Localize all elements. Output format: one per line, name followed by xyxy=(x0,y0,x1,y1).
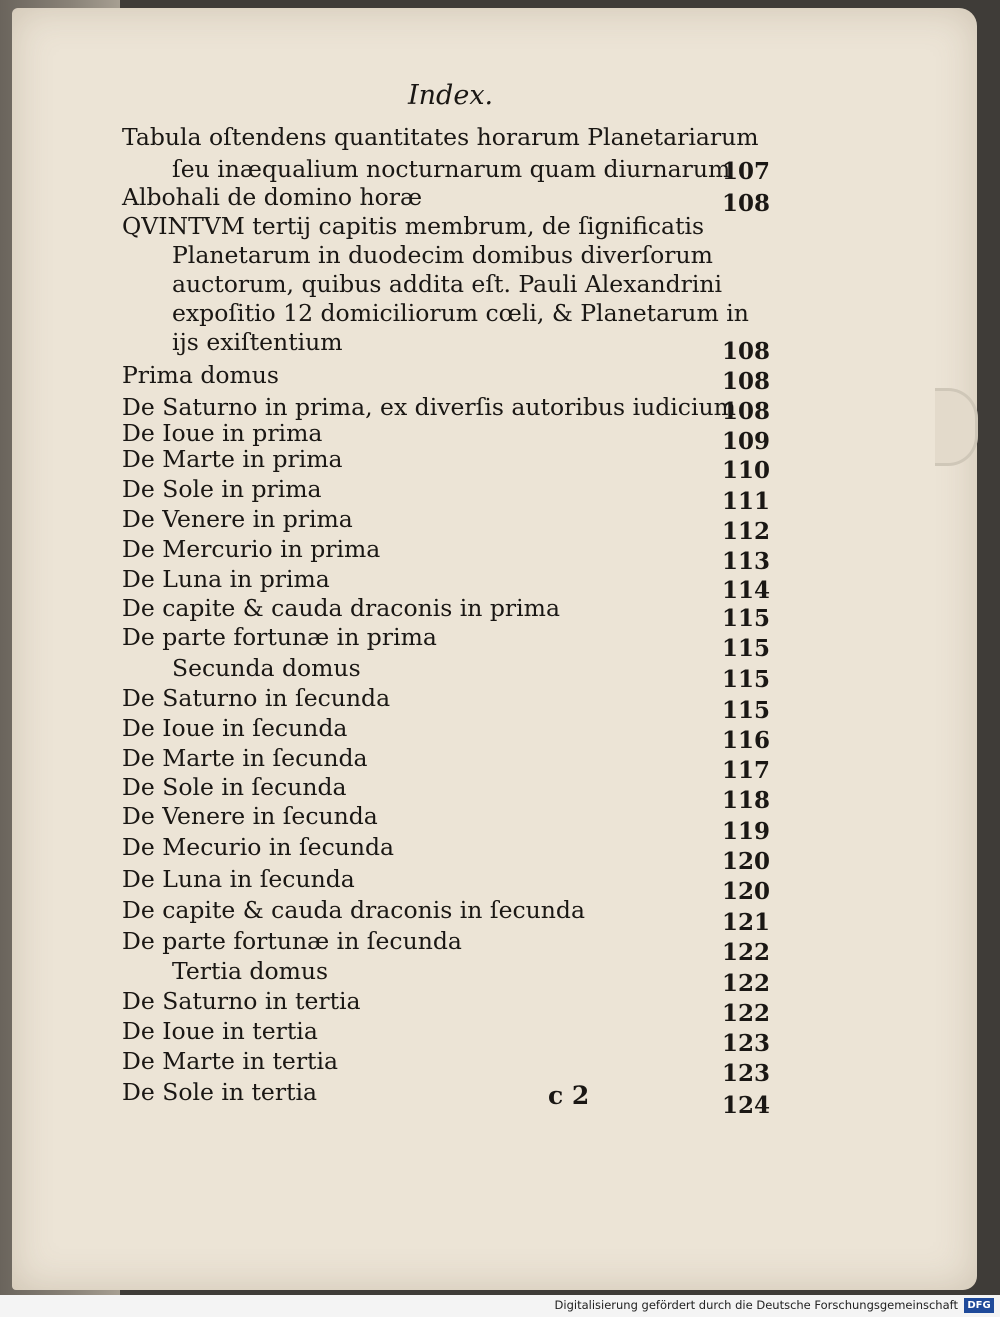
index-entry: De capite & cauda draconis in prima xyxy=(122,594,560,622)
section-heading: Tertia domus xyxy=(172,957,329,985)
page-number: 108 xyxy=(722,398,771,425)
index-entry: De Saturno in tertia xyxy=(122,987,361,1015)
index-entry: De Ioue in tertia xyxy=(122,1017,318,1045)
page-number: 115 xyxy=(722,666,771,693)
index-entry: ſeu inæqualium nocturnarum quam diurnarum xyxy=(172,155,731,183)
index-entry: De Marte in tertia xyxy=(122,1047,339,1075)
index-entry: Tabula oſtendens quantitates horarum Planetariarum xyxy=(122,123,759,151)
index-entry: De parte fortunæ in ſecunda xyxy=(122,927,462,955)
index-entry-text: QVINTVM tertij capitis membrum, de ſignificatis Planetarum in duodecim domibus diverſorum auctorum, quibus addita eſt. Pauli Alexandrini expoſitio 12 domiciliorum cœli, & Planetarum in ijs exiſtentium xyxy=(122,212,749,356)
page-number: 108 xyxy=(722,190,771,217)
index-entry: Albohali de domino horæ xyxy=(122,183,423,211)
page-number: 119 xyxy=(722,818,771,845)
index-entry: De Saturno in prima, ex diverſis autoribus iudicium xyxy=(122,393,736,421)
page-number: 120 xyxy=(722,848,771,875)
signature-mark: c 2 xyxy=(548,1081,590,1110)
page-number: 118 xyxy=(722,787,771,814)
page-number: 120 xyxy=(722,878,771,905)
page-number: 117 xyxy=(722,757,771,784)
page-clip xyxy=(935,388,978,466)
page-number: 122 xyxy=(722,970,771,997)
page-number: 123 xyxy=(722,1030,771,1057)
footer-bar xyxy=(0,1295,1000,1317)
index-entry: De Venere in prima xyxy=(122,505,353,533)
page-number: 112 xyxy=(722,518,771,545)
index-entry: De Sole in prima xyxy=(122,475,322,503)
page-number: 108 xyxy=(722,368,771,395)
page-number: 124 xyxy=(722,1092,771,1119)
index-entry: De Mercurio in prima xyxy=(122,535,381,563)
page-number: 123 xyxy=(722,1060,771,1087)
page-number: 113 xyxy=(722,548,771,575)
page-number: 110 xyxy=(722,457,771,484)
index-entry: De capite & cauda draconis in ſecunda xyxy=(122,896,585,924)
index-entry: De Sole in tertia xyxy=(122,1078,318,1106)
page-number: 115 xyxy=(722,697,771,724)
page-number: 111 xyxy=(722,488,771,515)
index-entry: De Venere in ſecunda xyxy=(122,802,378,830)
index-entry: De Marte in prima xyxy=(122,445,343,473)
page-number: 116 xyxy=(722,727,771,754)
index-entry: De Saturno in ſecunda xyxy=(122,684,391,712)
page-number: 122 xyxy=(722,1000,771,1027)
index-entry: De Ioue in prima xyxy=(122,419,323,447)
index-entry: De parte fortunæ in prima xyxy=(122,623,437,651)
page-number: 108 xyxy=(722,338,771,365)
dfg-logo: DFG xyxy=(964,1298,994,1313)
index-entry: De Sole in ſecunda xyxy=(122,773,347,801)
page-header: Index. xyxy=(408,80,494,111)
index-entry: De Luna in ſecunda xyxy=(122,865,355,893)
page-number: 107 xyxy=(722,158,771,185)
page-number: 109 xyxy=(722,428,771,455)
index-entry: De Ioue in ſecunda xyxy=(122,714,348,742)
page-number: 115 xyxy=(722,635,771,662)
page-number: 115 xyxy=(722,605,771,632)
index-entry: De Marte in ſecunda xyxy=(122,744,368,772)
index-entry: Prima domus xyxy=(122,361,279,389)
page-number: 122 xyxy=(722,939,771,966)
section-heading: Secunda domus xyxy=(172,654,361,682)
index-entry: De Luna in prima xyxy=(122,565,330,593)
index-entry-long xyxy=(122,212,780,357)
page-number: 121 xyxy=(722,909,771,936)
page-number: 114 xyxy=(722,577,771,604)
footer-credit: Digitalisierung gefördert durch die Deutsche Forschungsgemeinschaft xyxy=(554,1298,958,1312)
index-entry: De Mecurio in ſecunda xyxy=(122,833,395,861)
